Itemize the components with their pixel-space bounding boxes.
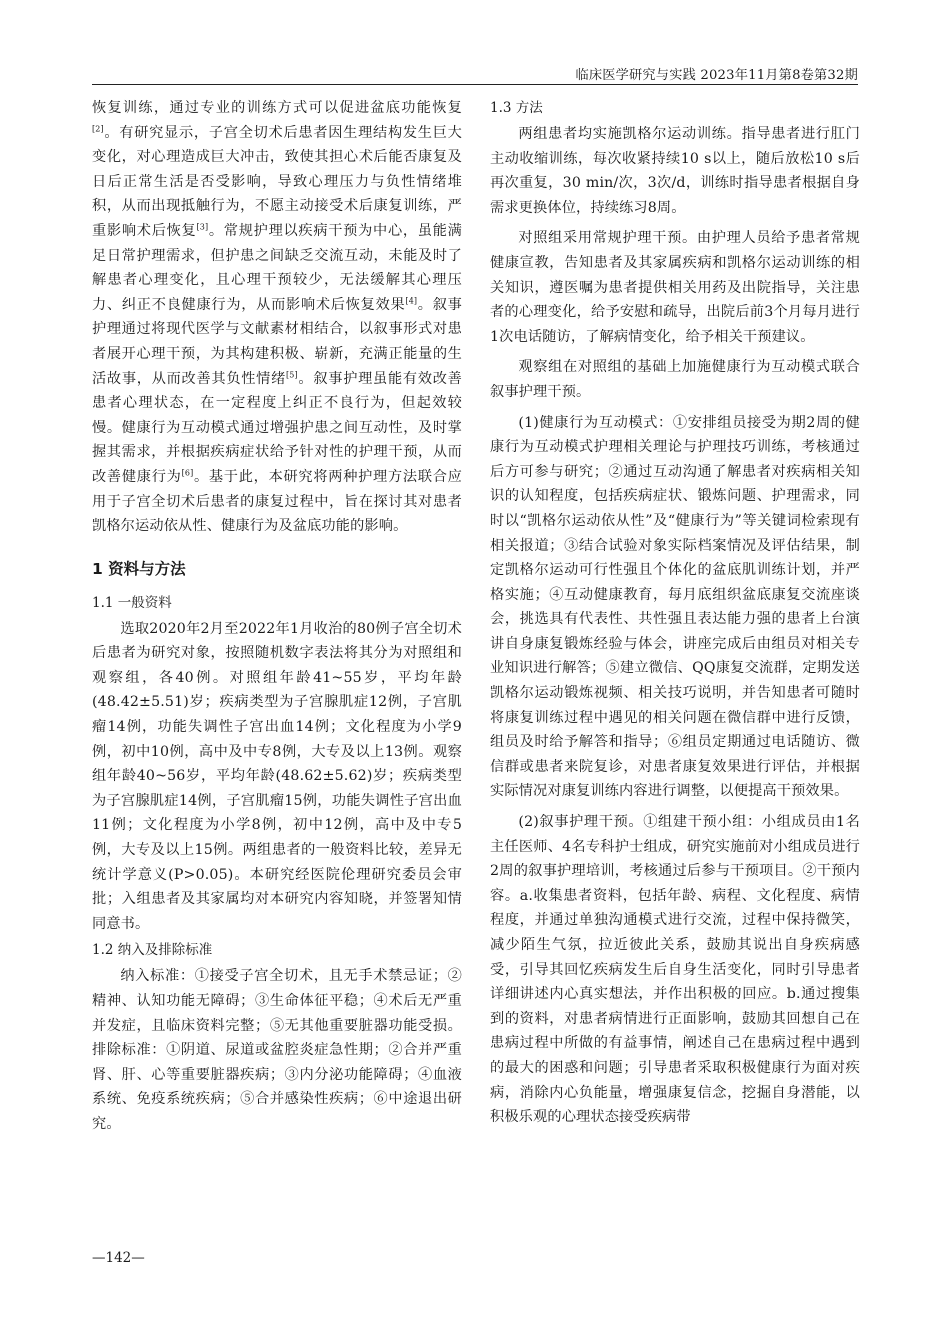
observation-group-paragraph: 观察组在对照组的基础上加施健康行为互动模式联合叙事护理干预。	[490, 359, 860, 400]
citation-ref: [6]	[181, 468, 194, 478]
subsection-heading-general: 1.1 一般资料	[92, 594, 172, 611]
header-rule	[92, 84, 858, 85]
text-run: 。叙事护理通过将现代医学与文献素材相结合，以叙事形式对患者展开心理干预，为其构建积极、崭新，充满正能量的生活故事，从而改善其负性情绪	[92, 296, 462, 387]
running-header	[92, 62, 858, 86]
intro-paragraph	[92, 96, 462, 539]
general-data-paragraph: 选取2020年2月至2022年1月收治的80例子宫全切术后患者为研究对象，按照随机数字表法将其分为对照组和观察组，各40例。对照组年龄41~55岁，平均年龄(48.42±5.51)岁；疾病类型为子宫腺肌症12例，子宫肌瘤14例，功能失调性子宫出血14例；文化程度为小学9例，初中10例，高中及中专8例，大专及以上13例。观察组年龄40~56岁，平均年龄(48.62±5.62)岁；疾病类型为子宫腺肌症14例，子宫肌瘤15例，功能失调性子宫出血11例；文化程度为小学8例，初中12例，高中及中专5例，大专及以上15例。两组患者的一般资料比较，差异无统计学意义(P>0.05)。本研究经医院伦理研究委员会审批；入组患者及其家属均对本研究内容知晓，并签署知情同意书。	[92, 620, 462, 932]
citation-ref: [4]	[405, 296, 418, 306]
narrative-care-paragraph: (2)叙事护理干预。①组建干预小组：小组成员由1名主任医师、4名专科护士组成，研究实施前对小组成员进行2周的叙事护理培训，考核通过后参与干预项目。②干预内容。a.收集患者资料，包括年龄、病程、文化程度、病情程度，并通过单独沟通模式进行交流，过程中保持微笑，减少陌生气氛，拉近彼此关系，鼓励其说出自身疾病感受，引导其回忆疾病发生后自身生活变化，同时引导患者详细讲述内心真实想法，并作出积极的回应。b.通过搜集到的资料，对患者病情进行正面影响，鼓励其回想自己在患病过程中所做的有益事情，阐述自己在患病过程中遇到的最大的困惑和问题；引导患者采取积极健康行为面对疾病，消除内心负能量，增强康复信念，挖掘自身潜能，以积极乐观的心理状态接受疾病带	[490, 814, 860, 1126]
citation-ref: [5]	[286, 369, 298, 379]
page-number: —142—	[92, 1250, 145, 1266]
text-run: 。叙事护理虽能有效改善患者心理状态，在一定程度上纠正不良行为，但起效较慢。健康行为互动模式通过增强护患之间互动性，及时掌握其需求，并根据疾病症状给予针对性的护理干预，从而改善健康行为	[92, 370, 463, 485]
citation-ref: [3]	[196, 222, 209, 232]
control-group-paragraph: 对照组采用常规护理干预。由护理人员给予患者常规健康宣教，告知患者及其家属疾病和凯格尔运动训练的相关知识，遵医嘱为患者提供相关用药及出院指导，关注患者的心理变化，给予安慰和疏导，出院后前3个月每月进行1次电话随访，了解病情变化，给予相关干预建议。	[490, 230, 860, 345]
kegel-paragraph: 两组患者均实施凯格尔运动训练。指导患者进行肛门主动收缩训练，每次收紧持续10 s以上，随后放松10 s后再次重复，30 min/次，3次/d，训练时指导患者根据自身需求更换体位，持续练习8周。	[490, 126, 860, 216]
text-run: 。常规护理以疾病干预为中心，虽能满足日常护理需求，但护患之间缺乏交流互动，未能及时了解患者心理变化，且心理干预较少，无法缓解其心理压力、纠正不良健康行为，从而影响术后恢复效果	[92, 222, 462, 313]
subsection-heading-criteria: 1.2 纳入及排除标准	[92, 942, 213, 959]
subsection-heading-method: 1.3 方法	[490, 100, 543, 116]
section-heading-methods: 1 资料与方法	[92, 559, 186, 578]
right-column	[490, 96, 860, 1130]
text-run: 。基于此，本研究将两种护理方法联合应用于子宫全切术后患者的康复过程中，旨在探讨其对患者凯格尔运动依从性、健康行为及盆底功能的影响。	[92, 468, 463, 535]
text-run: 。有研究显示，子宫全切术后患者因生理结构发生巨大变化，对心理造成巨大冲击，致使其担心术后能否康复及日后正常生活是否受影响，导致心理压力与负性情绪堆积，从而出现抵触行为，不愿主动接受术后康复训练，严重影响术后恢复	[92, 124, 462, 239]
citation-ref: [2]	[92, 123, 104, 133]
left-column	[92, 96, 462, 1137]
text-run: 恢复训练，通过专业的训练方式可以促进盆底功能恢复	[92, 100, 462, 116]
criteria-paragraph: 纳入标准：①接受子宫全切术，且无手术禁忌证；②精神、认知功能无障碍；③生命体征平稳；④术后无严重并发症，且临床资料完整；⑤无其他重要脏器功能受损。排除标准：①阴道、尿道或盆腔炎症急性期；②合并严重肾、肝、心等重要脏器疾病；③内分泌功能障碍；④血液系统、免疫系统疾病；⑤合并感染性疾病；⑥中途退出研究。	[92, 968, 462, 1132]
journal-title: 临床医学研究与实践 2023年11月第8卷第32期	[575, 68, 858, 83]
interaction-mode-paragraph: (1)健康行为互动模式：①安排组员接受为期2周的健康行为互动模式护理相关理论与护理技巧训练，考核通过后方可参与研究；②通过互动沟通了解患者对疾病相关知识的认知程度，包括疾病症状、锻炼问题、护理需求，同时以“凯格尔运动依从性”及“健康行为”等关键词检索现有相关报道；③结合试验对象实际档案情况及评估结果，制定凯格尔运动可行性强且个体化的盆底肌训练计划，并严格实施；④互动健康教育，每月底组织盆底康复交流座谈会，挑选具有代表性、共性强且表达能力强的患者上台演讲自身康复锻炼经验与体会，讲座完成后由组员对相关专业知识进行解答；⑤建立微信、QQ康复交流群，定期发送凯格尔运动锻炼视频、相关技巧说明，并告知患者可随时将康复训练过程中遇见的相关问题在微信群中进行反馈，组员及时给予解答和指导；⑥组员定期通过电话随访、微信群或患者来院复诊，对患者康复效果进行评估，并根据实际情况对康复训练内容进行调整，以便提高干预效果。	[490, 414, 860, 800]
